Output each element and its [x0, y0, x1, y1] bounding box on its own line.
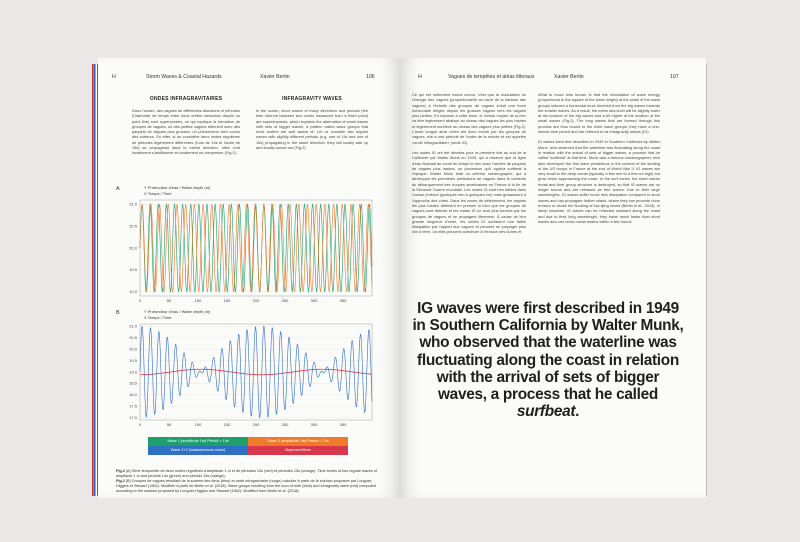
- panel-a-y-tick: 19.0: [129, 288, 137, 294]
- pull-quote-end: .: [575, 403, 580, 421]
- pull-quote-text: IG waves were first described in 1949 in Southern California by Walter Munk, who observed that the waterline was fluctuating along the coast in relation with the arrival of sets of bigger waves, a process that he called: [412, 300, 684, 404]
- panel-a-x-tick: 50: [166, 298, 172, 303]
- legend-sum: Wave 1+2 (instantaneous value): [148, 446, 248, 455]
- right-section-mark: H: [418, 74, 422, 80]
- right-author: Xavier Bertin: [554, 74, 584, 80]
- left-column-fr: [132, 96, 240, 156]
- panel-b-y-tick: 17.5: [129, 403, 137, 409]
- panel-b-y-tick: 17.0: [129, 415, 137, 421]
- panel-a-y-tick: 19.5: [129, 267, 137, 273]
- panel-a-label: A: [116, 186, 120, 192]
- panel-b-plot: [129, 324, 372, 427]
- panel-b-x-tick: 300: [310, 422, 318, 427]
- pull-quote-emphasis: surfbeat: [516, 403, 576, 421]
- panel-a-x-tick: 100: [194, 298, 202, 303]
- legend-mean: Moyenne/Mean: [248, 446, 348, 455]
- heading-fr: ONDES INFRAGRAVITAIRES: [149, 96, 223, 102]
- panel-a-y-legend: Y Profondeur d'eau / Water depth (m): [144, 185, 211, 190]
- legend-wave2: Wave 2 (amplitude 1m) Period = 15s: [248, 437, 348, 446]
- right-column-fr: [412, 92, 526, 235]
- panel-b-y-tick: 21.0: [129, 323, 137, 329]
- body-en-p2: IG waves were first described in 1949 in Southern California by Walter Munk, who observed that the waterline was fluctuating along the coast in relation with the arrival of sets of bigger waves, a process that he called "surfbeat" at that time. Munk was a famous oceanographer, who also developed the first wave predictions in the context of the landing of the US troops in France at the end of World War II. IG waves are very small in the deep ocean (typically a few mm to a few cm high) but grow when approaching the coast. In the surf zones, the short waves break and their group structure is destroyed, so that IG waves are no longer bound and are released as free waves. Due to their large wavelengths, IG waves suffer much less dissipation compared to short waves and can propagate further inland, where they can promote dune erosion or cause the flooding of low-lying zones (Bertin et al., 2018). In steep beaches, IG waves can be reflected seaward along the coast and due to their long wavelength, they travel much faster than short waves and can cross ocean basins within a few hours/: [538, 139, 660, 224]
- pull-quote: [412, 300, 684, 420]
- left-running-title: Storm Waves & Coastal Hazards: [146, 74, 222, 80]
- panel-a-x-tick: 250: [281, 298, 289, 303]
- body-fr-p2: Les ondes IG ont été décrites pour la première fois au sud de la Californie par Walter Munk en 1949, qui a observé que la ligne d'eau fluctuait au cours du temps en lien avec l'arrivée de paquets de vagues plus hautes, un processus qu'il appela surfbeat à l'époque. Walter Munk était un célèbre océanographe, qui a développé les premières prédictions de vagues dans le contexte du débarquement des troupes américaines en France à la fin de la Seconde Guerre mondiale. Les ondes IG sont très faibles dans l'océan profond (quelques mm à quelques cm) mais grossissent à l'approche des côtes. Dans les zones de déferlement, les vagues les plus hautes déferlent en premier si bien que les groupes de vagues sont détruits et les ondes IG ne sont plus forcées par les groupes de vagues et se propagent librement. À cause de leur grande longueur d'onde, les ondes IG subissent une faible dissipation par rapport aux vagues et peuvent se propager plus loin à terre, où elles peuvent contribuer à l'érosion des dunes et: [412, 149, 526, 235]
- figure-caption: Fig.2 [A] Série temporelle de deux ondes régulières d'amplitude 1 m et de périodes 14s (vert) et périodes 15s (orange). Time series of two regular waves of amplitude 1 m and periods 14s (green) and periods 15s (orange). Fig.2 [B] Groupes de vagues résultant de la somme des deux (bleu) et onde infragravitaire (rouge) calculée à partir de la solution proposée par Longuet-Higgins et Stewart (1962). Modifiée à partir de Bertin et al. (2018). Wave groups resulting from the sum of both (blue) and infragravity wave (red) computed according to the solution proposed by Longuet-Higgins and Stewart (1962). Modified from Bertin et al. (2018).: [116, 469, 377, 493]
- panel-a-y-tick: 21.0: [129, 201, 137, 207]
- panel-b-y-tick: 18.0: [129, 392, 137, 398]
- panel-b-x-tick: 350: [339, 422, 347, 427]
- panel-a-y-tick: 20.5: [129, 223, 137, 229]
- legend-wave1: Wave 1 (amplitude 1m) Period = 14s: [148, 437, 248, 446]
- panel-b-x-legend: X Temps / Time: [144, 315, 172, 320]
- right-column-en: [538, 92, 660, 224]
- panel-b-y-tick: 18.5: [129, 380, 137, 386]
- heading-en: INFRAGRAVITY WAVES: [282, 96, 342, 102]
- wave-legend: [148, 437, 348, 463]
- panel-a-x-tick: 200: [252, 298, 260, 303]
- panel-b-y-legend: Y Profondeur d'eau / Water depth (m): [144, 309, 211, 314]
- book-spread: [98, 58, 706, 498]
- panel-a-x-tick: 150: [223, 298, 231, 303]
- panel-b-y-tick: 19.5: [129, 357, 137, 363]
- panel-a-y-tick: 20.0: [129, 245, 137, 251]
- left-author: Xavier Bertin: [260, 74, 290, 80]
- panel-b-y-tick: 20.0: [129, 346, 137, 352]
- left-column-en: [256, 96, 368, 150]
- panel-b-label: B: [116, 310, 120, 316]
- body-fr: Dans l'océan, des vagues de différentes directions et périodes (l'intervalle de temps entre deux crêtes mesurées depuis un point fixe) sont superposées, ce qui explique la formation de groupes de vagues, où des petites vagues alternent avec des paquets de vagues plus grosses, un phénomène bien connu des surfeurs. En effet, si on considère deux ondes régulières de périodes légèrement différentes (l'une de 14s et l'autre de 15s) se propageant dans la même direction, elles vont localement s'additionner et localement se compenser (Fig.2).: [132, 108, 240, 156]
- wave-figure: [112, 182, 382, 438]
- panel-a-x-tick: 350: [339, 298, 347, 303]
- panel-b-x-tick: 100: [194, 422, 202, 427]
- panel-b-y-tick: 20.5: [129, 335, 137, 341]
- panel-b-x-tick: 0: [138, 422, 142, 427]
- panel-a-x-tick: 0: [138, 298, 142, 303]
- body-en-p1: What is much less known is that the modulation of wave energy (proportional to the square of the wave height) at the scale of the wave groups induces a horizontal force directed from the big waves towards the smaller waves. As a result, the mean sea-level will be slightly lower at the location of the big waves and a bit higher at the location of the small waves (Fig.2). The long waves that are formed through this process are thus bound to the short wave groups; they have a one-minute time period and are referred to as infragravity waves (IG).: [538, 92, 660, 135]
- left-section-mark: H: [112, 74, 116, 80]
- panel-b-x-tick: 50: [166, 422, 172, 427]
- left-page: [98, 58, 400, 498]
- panel-a-x-legend: X Temps / Time: [144, 191, 172, 196]
- right-page-number: 107: [670, 74, 679, 80]
- panel-b-y-tick: 19.0: [129, 369, 137, 375]
- panel-a-plot: [129, 200, 372, 303]
- panel-b-x-tick: 150: [223, 422, 231, 427]
- left-page-number: 106: [366, 74, 375, 80]
- panel-b-x-tick: 200: [252, 422, 260, 427]
- right-running-title: Vagues de tempêtes et aléas littoraux: [448, 74, 535, 80]
- body-fr-p1: Ce qui est nettement moins connu, c'est que la modulation de l'énergie des vagues (proportionnelle au carré de la hauteur des vagues) à l'échelle des groupes de vagues induit une force horizontale dirigée depuis les grosses vagues vers les vagues plus petites. En réponse à cette force, le niveau moyen de la mer va être légèrement abaissé au niveau des vagues les plus hautes et légèrement surélevé au niveau des vagues plus petites (Fig.2). L'onde longue ainsi créée est donc forcée par les groupes de vagues, elle a une période de l'ordre de la minute et est appelée «onde infragravitaire» (onde IG).: [412, 92, 526, 145]
- body-en: In the ocean, short waves of many directions and periods (the time interval between two crests measured from a fixed point) are superimposed, which explains the alternation of small waves with sets of bigger waves, a pattern called wave groups that most surfers are well aware of. Let us consider two regular waves with slightly different periods (e.g. one of 14s and one of 15s) propagating in the same direction: they will locally add up and locally cancel out (Fig.2).: [256, 108, 368, 151]
- panel-a-x-tick: 300: [310, 298, 318, 303]
- panel-b-x-tick: 250: [281, 422, 289, 427]
- right-page: [400, 58, 706, 498]
